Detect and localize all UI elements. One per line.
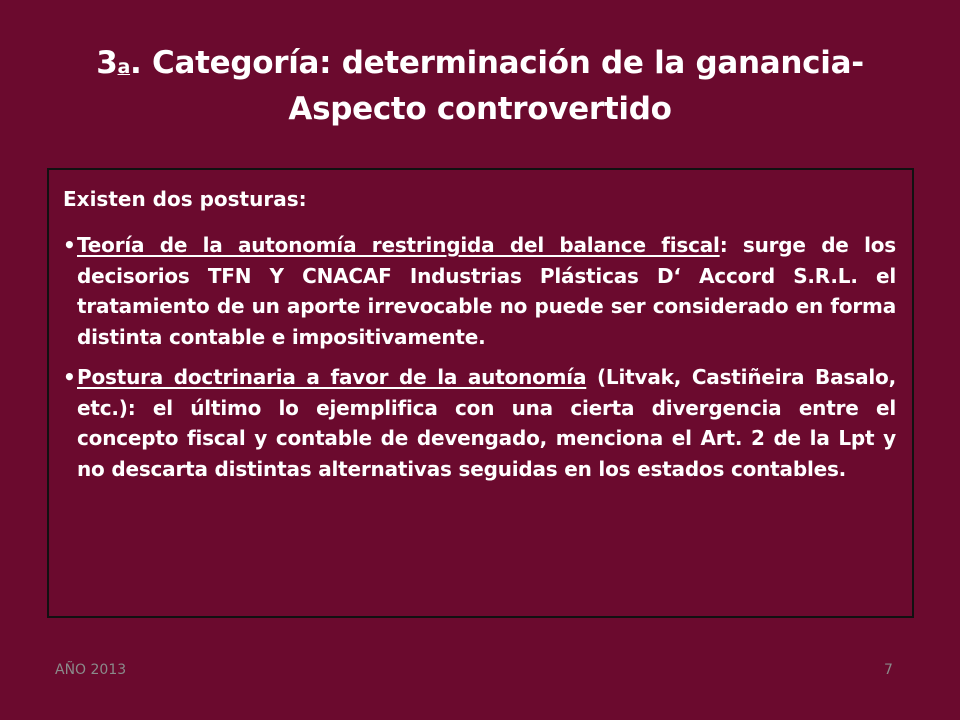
bullet-2-text: (Litvak, Castiñeira Basalo, etc.): el último lo ejemplifica con una cierta divergencia entre el concepto fiscal y contable de devengado, menciona el Art. 2 de la Lpt y no descarta distintas alternativas seguidas en los estados contables. [77, 365, 896, 481]
bullet-1-heading: Teoría de la autonomía restringida del balance fiscal [77, 233, 720, 257]
bullet-dot-icon: • [63, 365, 76, 389]
bullet-1-text: : surge de los decisorios TFN Y CNACAF Industrias Plásticas D‘ Accord S.R.L. el tratamiento de un aporte irrevocable no puede ser considerado en forma distinta contable e impositivamente. [77, 233, 896, 349]
title-line-1-text: . Categoría: determinación de la ganancia- [130, 45, 864, 81]
content-box [47, 168, 914, 618]
slide-title [60, 40, 900, 132]
bullet-2-heading: Postura doctrinaria a favor de la autonomía [77, 365, 587, 389]
page-number: 7 [884, 662, 893, 678]
bullet-item-1 [63, 230, 896, 352]
intro-text: Existen dos posturas: [63, 187, 307, 211]
bullet-item-2 [63, 362, 896, 484]
footer-year: AÑO 2013 [55, 662, 127, 678]
title-line-2: Aspecto controvertido [288, 91, 672, 127]
title-number: 3 [96, 45, 118, 81]
title-line-1 [60, 40, 900, 86]
bullet-dot-icon: • [63, 233, 76, 257]
title-ordinal: a [117, 56, 131, 78]
